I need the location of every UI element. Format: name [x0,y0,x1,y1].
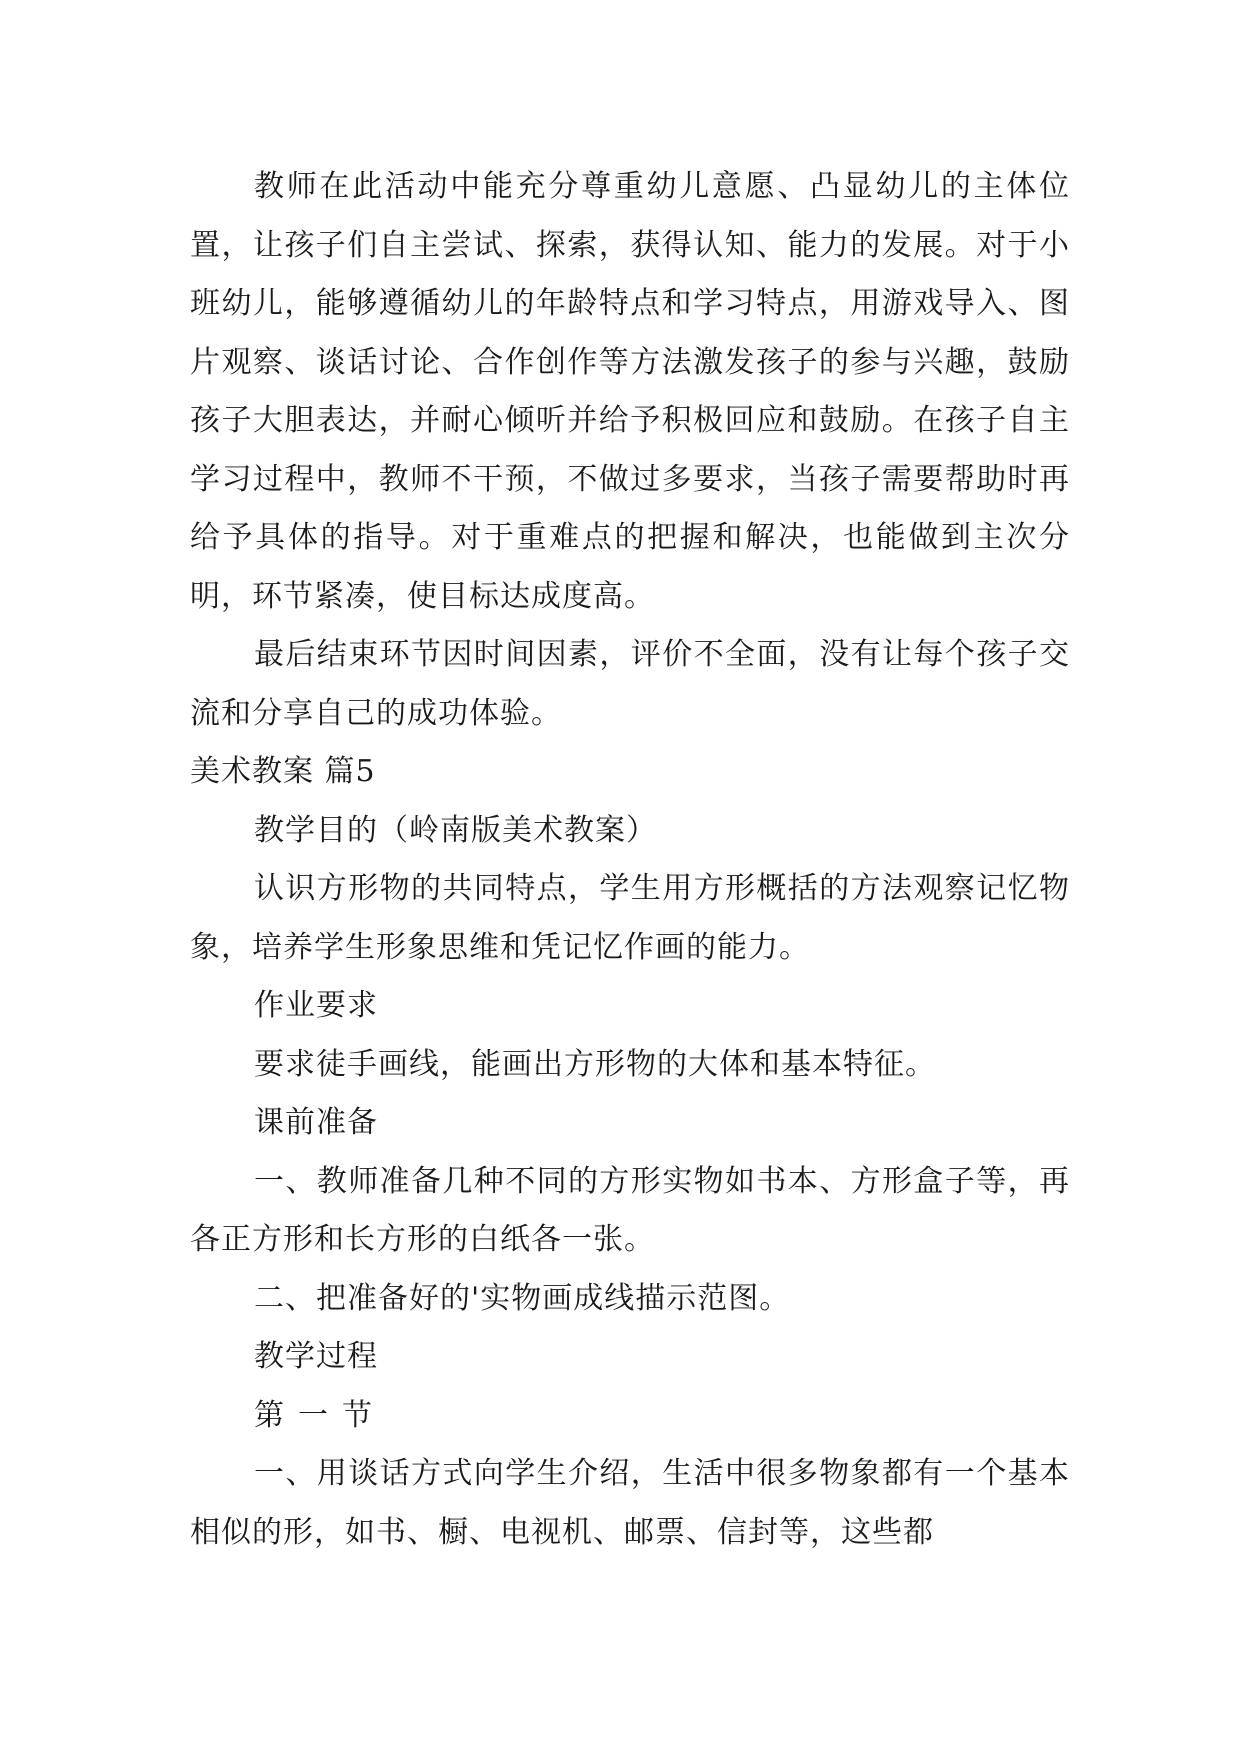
preparation-item-2: 二、把准备好的'实物画成线描示范图。 [254,1280,791,1316]
paragraph-teacher-reflection: 教师在此活动中能充分尊重幼儿意愿、凸显幼儿的主体位置，让孩子们自主尝试、探索，获得认知、能力的发展。对于小班幼儿，能够遵循幼儿的年龄特点和学习特点，用游戏导入、图片观察、谈话讨论、合作创作等方法激发孩子的参与兴趣，鼓励孩子大胆表达，并耐心倾听并给予积极回应和鼓励。在孩子自主学习过程中，教师不干预，不做过多要求，当孩子需要帮助时再给予具体的指导。对于重难点的把握和解决，也能做到主次分明，环节紧凑，使目标达成度高。 [190,169,1070,614]
section-heading: 美术教案 篇5 [190,754,376,789]
homework-title: 作业要求 [254,988,378,1023]
teaching-purpose-text: 认识方形物的共同特点，学生用方形概括的方法观察记忆物象，培养学生形象思维和凭记忆作画的能力。 [190,871,1070,965]
preparation-item-1: 一、教师准备几种不同的方形实物如书本、方形盒子等，再各正方形和长方形的白纸各一张。 [190,1163,1070,1257]
section-one-item-1: 一、用谈话方式向学生介绍，生活中很多物象都有一个基本相似的形，如书、橱、电视机、邮票、信封等，这些都 [190,1456,1070,1550]
section-one-title: 第一节 [254,1397,386,1433]
process-title: 教学过程 [254,1339,378,1374]
preparation-title: 课前准备 [254,1105,378,1140]
paragraph-ending-reflection: 最后结束环节因时间因素，评价不全面，没有让每个孩子交流和分享自己的成功体验。 [190,637,1070,731]
document-body [190,158,1070,1562]
homework-text: 要求徒手画线，能画出方形物的大体和基本特征。 [254,1046,936,1082]
teaching-purpose-title: 教学目的（岭南版美术教案） [254,812,657,848]
